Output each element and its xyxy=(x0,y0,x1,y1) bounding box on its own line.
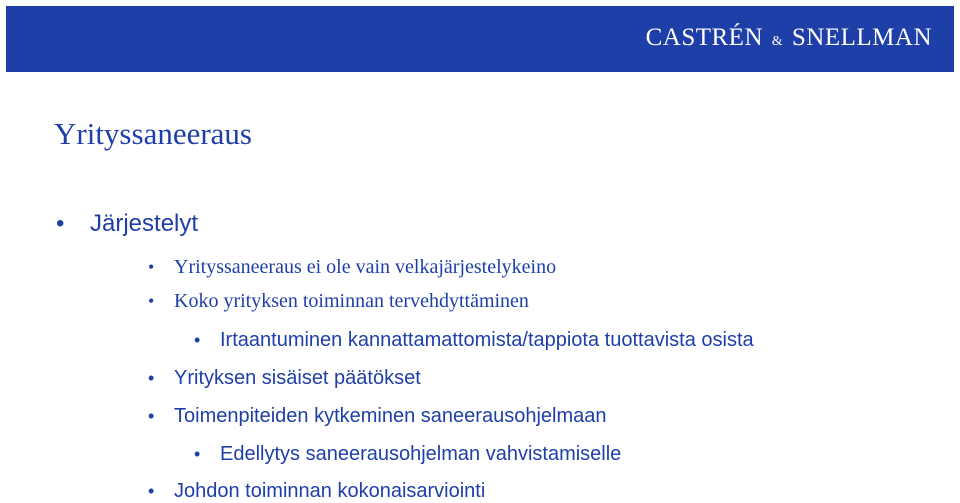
bullet-text: Yrityksen sisäiset päätökset xyxy=(174,367,421,389)
logo-ampersand: & xyxy=(771,34,784,49)
bullet-text: Yrityssaneeraus ei ole vain velkajärjestelykeino xyxy=(174,256,557,278)
slide-title: Yrityssaneeraus xyxy=(54,116,252,151)
bullet-icon: • xyxy=(148,368,155,388)
bullet-icon: • xyxy=(56,210,65,237)
bullet-item-level2 xyxy=(148,290,529,313)
bullet-icon: • xyxy=(148,291,155,311)
bullet-item-level2 xyxy=(148,367,421,390)
company-logo xyxy=(646,24,932,52)
bullet-icon: • xyxy=(194,330,201,350)
bullet-item-level2 xyxy=(148,405,607,428)
bullet-text: Johdon toiminnan kokonaisarviointi xyxy=(174,480,486,502)
bullet-icon: • xyxy=(148,257,155,277)
bullet-icon: • xyxy=(148,481,155,501)
bullet-item-level2 xyxy=(148,480,486,503)
bullet-icon: • xyxy=(148,406,155,426)
logo-left: CASTRÉN xyxy=(645,24,763,51)
bullet-text: Irtaantuminen kannattamattomista/tappiota tuottavista osista xyxy=(220,329,754,351)
bullet-item-level2 xyxy=(148,256,557,279)
bullet-text: Toimenpiteiden kytkeminen saneerausohjelmaan xyxy=(174,405,607,427)
bullet-item-level3 xyxy=(194,443,622,466)
bullet-text: Järjestelyt xyxy=(90,210,199,237)
bullet-icon: • xyxy=(194,444,201,464)
bullet-text: Koko yrityksen toiminnan tervehdyttäminen xyxy=(174,290,529,312)
header-bar xyxy=(6,6,954,72)
bullet-item-level3 xyxy=(194,329,754,352)
bullet-text: Edellytys saneerausohjelman vahvistamiselle xyxy=(220,443,622,465)
logo-right: SNELLMAN xyxy=(791,24,932,51)
bullet-item-level1 xyxy=(56,210,199,238)
